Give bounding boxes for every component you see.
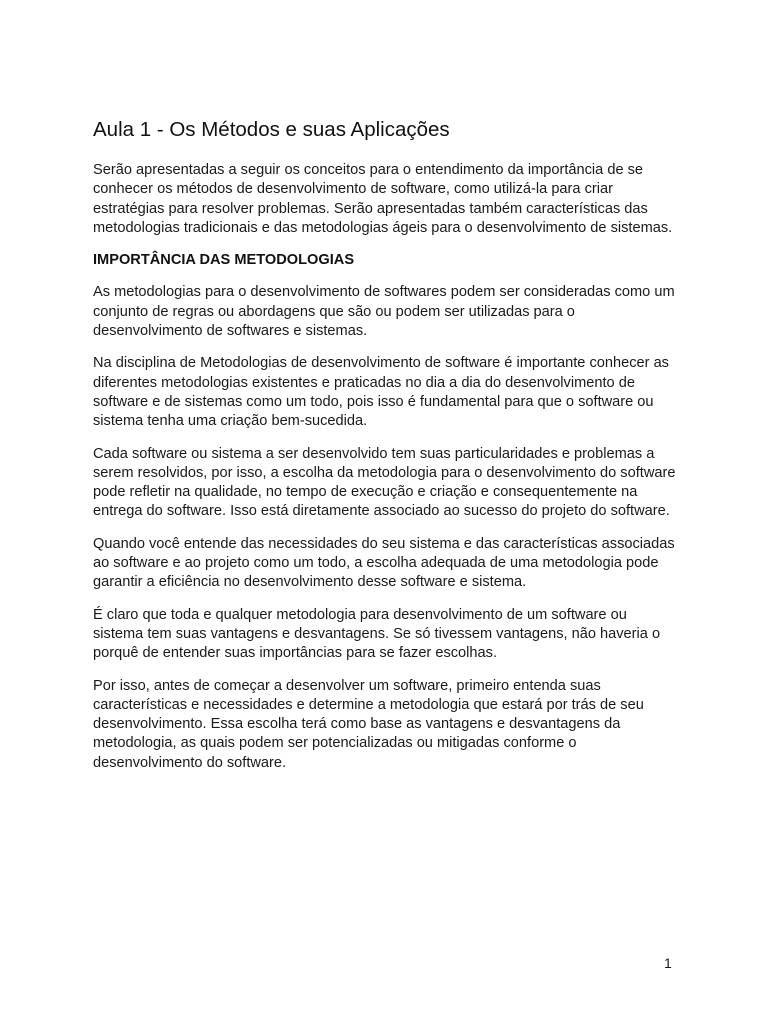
intro-paragraph: Serão apresentadas a seguir os conceitos para o entendimento da importância de se conhecer os métodos de desenvolvimento de software, como utilizá-la para criar estratégias para resolver problemas. Serão apresentadas também características das metodologias tradicionais e das metodologias ágeis para o desenvolvimento de sistemas.: [93, 162, 673, 236]
page-number: 1: [664, 955, 672, 971]
section-heading: IMPORTÂNCIA DAS METODOLOGIAS: [93, 252, 355, 269]
body-paragraph-6: Por isso, antes de começar a desenvolver um software, primeiro entenda suas características e necessidades e determine a metodologia que estará por trás de seu desenvolvimento. Essa escolha terá como base as vantagens e desvantagens da metodologia, as quais podem ser potencializadas ou mitigadas conforme o desenvolvimento do software.: [93, 677, 644, 771]
document-title: Aula 1 - Os Métodos e suas Aplicações: [93, 118, 450, 141]
body-paragraph-2: Na disciplina de Metodologias de desenvolvimento de software é importante conhecer as diferentes metodologias existentes e praticadas no dia a dia do desenvolvimento de software e de sistemas como um todo, pois isso é fundamental para que o software ou sistema tenha uma criação bem-sucedida.: [93, 355, 669, 430]
document-page: [93, 116, 678, 786]
body-paragraph-3: Cada software ou sistema a ser desenvolvido tem suas particularidades e problemas a serem resolvidos, por isso, a escolha da metodologia para o desenvolvimento do software pode refletir na qualidade, no tempo de execução e criação e consequentemente na entrega do software. Isso está diretamente associado ao sucesso do projeto do software.: [93, 445, 676, 520]
body-paragraph-4: Quando você entende das necessidades do seu sistema e das características associadas ao software e ao projeto como um todo, a escolha adequada de uma metodologia pode garantir a eficiência no desenvolvimento desse software e sistema.: [93, 535, 675, 591]
body-paragraph-1: As metodologias para o desenvolvimento de softwares podem ser consideradas como um conjunto de regras ou abordagens que são ou podem ser utilizadas para o desenvolvimento de softwares e sistemas.: [93, 284, 675, 340]
body-paragraph-5: É claro que toda e qualquer metodologia para desenvolvimento de um software ou sistema tem suas vantagens e desvantagens. Se só tivessem vantagens, não haveria o porquê de entender suas importâncias para se fazer escolhas.: [93, 606, 661, 662]
